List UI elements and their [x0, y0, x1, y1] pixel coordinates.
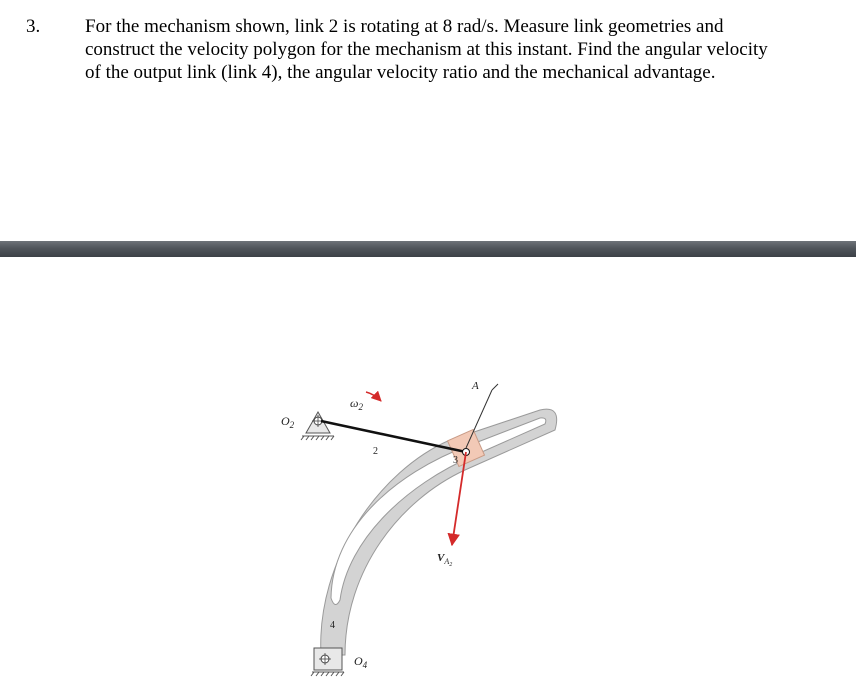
divider-bar — [0, 241, 856, 257]
problem-line-3: of the output link (link 4), the angular velocity ratio and the mechanical advantage. — [85, 62, 716, 83]
leader-tick-a — [492, 384, 498, 390]
mechanism-figure — [0, 257, 856, 689]
omega2-rotation-arrow — [366, 392, 381, 401]
label-omega2: $\omega_2$ — [350, 396, 363, 412]
label-link-3: 3 — [453, 455, 458, 466]
link-2 — [321, 421, 466, 452]
label-va2: $V_A2$ — [437, 552, 453, 568]
label-point-a: A — [472, 380, 479, 392]
ground-pivot-o2 — [301, 412, 334, 440]
label-link-2: 2 — [373, 446, 378, 457]
problem-line-1: For the mechanism shown, link 2 is rotating at 8 rad/s. Measure link geometries and — [85, 16, 724, 37]
label-o2: $O_2$ — [281, 414, 295, 430]
label-o4: $O_4$ — [354, 654, 368, 670]
problem-number: 3. — [26, 16, 41, 37]
problem-statement — [85, 15, 845, 84]
ground-pivot-o4 — [311, 648, 344, 676]
label-link-4: 4 — [330, 620, 335, 631]
problem-line-2: construct the velocity polygon for the mechanism at this instant. Find the angular velocity — [85, 39, 768, 60]
